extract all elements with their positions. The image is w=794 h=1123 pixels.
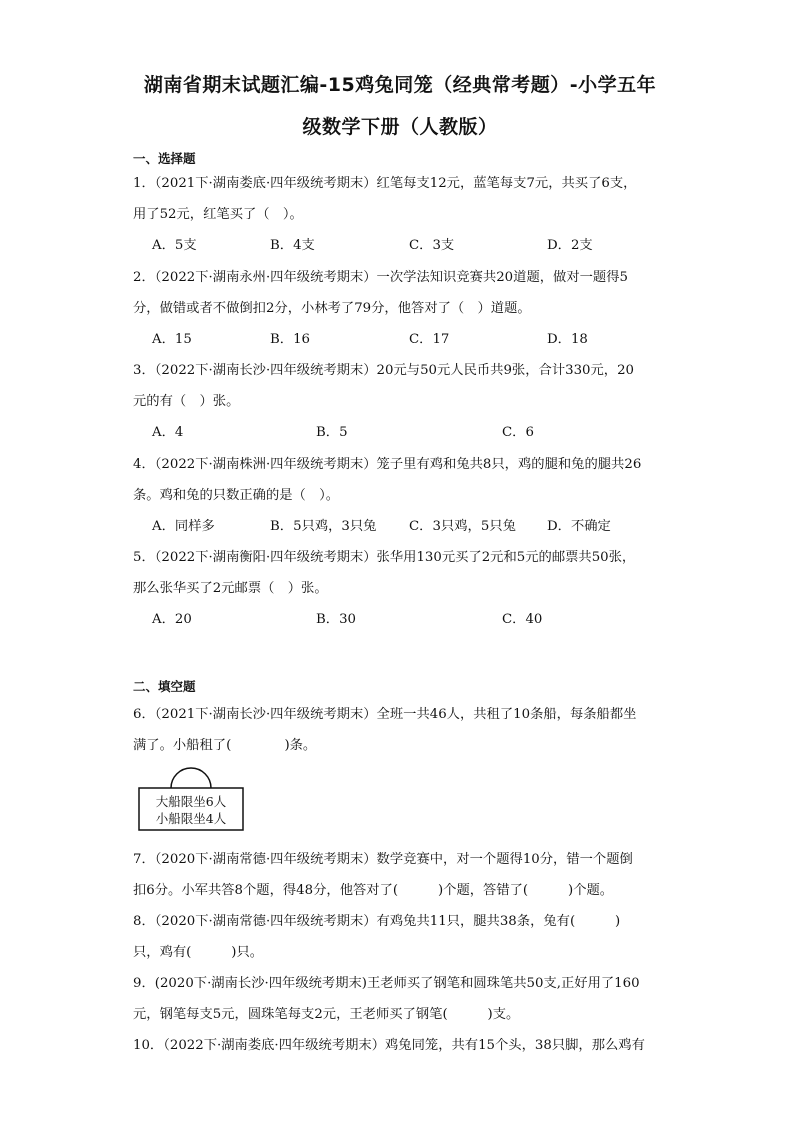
question-8-line2: 只，鸡有( )只。: [133, 945, 264, 960]
question-2-line1: 2．（2022下·湖南永州·四年级统考期末）一次学法知识竞赛共20道题，做对一题得5: [133, 270, 628, 285]
question-3-line1: 3．（2022下·湖南长沙·四年级统考期末）20元与50元人民币共9张，合计330元，20: [133, 363, 635, 378]
sign-arch: [171, 768, 211, 788]
option-d: D．2支: [547, 238, 593, 253]
option-a: A．15: [152, 332, 192, 347]
question-7-line1: 7．（2020下·湖南常德·四年级统考期末）数学竞赛中，对一个题得10分，错一个题倒: [133, 852, 633, 867]
boat-capacity-sign: [138, 766, 244, 832]
option-b: B．16: [270, 332, 310, 347]
option-b: B．30: [316, 612, 356, 627]
question-4-line1: 4．（2022下·湖南株洲·四年级统考期末）笼子里有鸡和兔共8只，鸡的腿和兔的腿共26: [133, 457, 642, 472]
option-c: C．3只鸡，5只兔: [409, 519, 516, 534]
option-c: C．6: [502, 425, 534, 440]
option-a: A．同样多: [152, 519, 215, 534]
question-5-line2: 那么张华买了2元邮票（ ）张。: [133, 581, 328, 596]
question-2-line2: 分，做错或者不做倒扣2分，小林考了79分，他答对了（ ）道题。: [133, 301, 531, 316]
question-8-line1: 8．（2020下·湖南常德·四年级统考期末）有鸡兔共11只，腿共38条，兔有( ): [133, 914, 621, 929]
question-6-line2: 满了。小船租了( )条。: [133, 738, 317, 753]
question-9-line2: 元，钢笔每支5元，圆珠笔每支2元，王老师买了钢笔( )支。: [133, 1007, 520, 1022]
option-b: B．5: [316, 425, 348, 440]
document-title-line2: 级数学下册（人教版）: [302, 116, 498, 138]
option-c: C．3支: [409, 238, 455, 253]
question-1-line1: 1．（2021下·湖南娄底·四年级统考期末）红笔每支12元，蓝笔每支7元，共买了6支，: [133, 176, 637, 191]
option-b: B．4支: [270, 238, 315, 253]
question-1-line2: 用了52元，红笔买了（ ）。: [133, 207, 303, 222]
question-10-line1: 10．（2022下·湖南娄底·四年级统考期末）鸡兔同笼，共有15个头，38只脚，那么鸡有: [133, 1038, 645, 1053]
question-7-line2: 扣6分。小军共答8个题，得48分，他答对了( )个题，答错了( )个题。: [133, 883, 614, 898]
document-title-line1: 湖南省期末试题汇编-15鸡兔同笼（经典常考题）-小学五年: [143, 74, 657, 96]
sign-text-large-boat: 大船限坐6人: [155, 794, 227, 809]
option-d: D．18: [547, 332, 588, 347]
section-heading-choice: 一、选择题: [133, 151, 196, 166]
option-c: C．17: [409, 332, 450, 347]
question-3-line2: 元的有（ ）张。: [133, 394, 240, 409]
option-c: C．40: [502, 612, 543, 627]
option-b: B．5只鸡，3只兔: [270, 519, 377, 534]
question-6-line1: 6．（2021下·湖南长沙·四年级统考期末）全班一共46人，共租了10条船，每条船都坐: [133, 707, 637, 722]
question-5-line1: 5．（2022下·湖南衡阳·四年级统考期末）张华用130元买了2元和5元的邮票共50张，: [133, 550, 636, 565]
question-4-line2: 条。鸡和兔的只数正确的是（ ）。: [133, 488, 340, 503]
option-a: A．5支: [152, 238, 197, 253]
section-heading-fill-in: 二、填空题: [133, 679, 196, 694]
option-a: A．4: [152, 425, 184, 440]
option-d: D．不确定: [547, 519, 611, 534]
question-9-line1: 9．(2020下·湖南长沙·四年级统考期末)王老师买了钢笔和圆珠笔共50支,正好用了160: [133, 976, 640, 991]
option-a: A．20: [152, 612, 192, 627]
sign-text-small-boat: 小船限坐4人: [155, 811, 227, 826]
